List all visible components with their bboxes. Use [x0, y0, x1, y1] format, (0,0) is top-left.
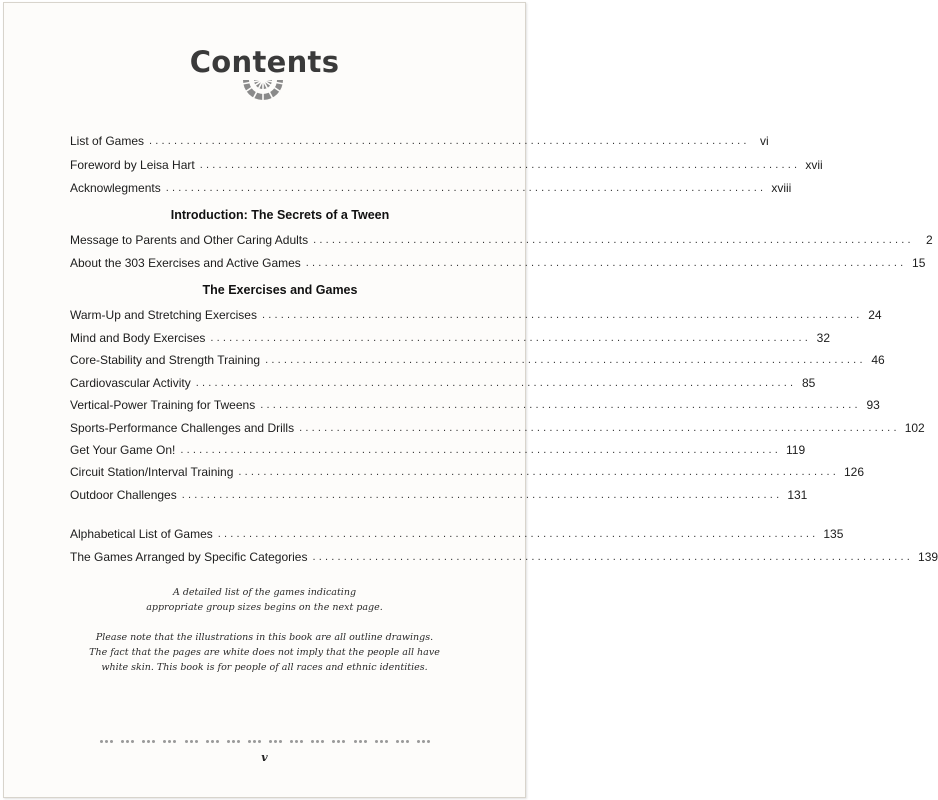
toc-entry-label: About the 303 Exercises and Active Games — [70, 256, 301, 270]
toc-entry-page: 131 — [787, 488, 808, 502]
illustration-note — [4, 630, 525, 675]
toc-entry-label: Outdoor Challenges — [70, 488, 177, 502]
sunburst-ornament-icon — [241, 77, 285, 99]
dot-group-ornament — [185, 740, 198, 743]
group-size-note — [4, 585, 525, 615]
toc-entry[interactable] — [70, 373, 816, 391]
toc-entry[interactable] — [70, 485, 808, 503]
toc-entry-page: 139 — [918, 550, 938, 564]
toc-entry-label: Sports-Performance Challenges and Drills — [70, 421, 295, 435]
toc-entry[interactable] — [70, 131, 769, 149]
dot-group-ornament — [396, 740, 409, 743]
toc-entry[interactable] — [70, 253, 926, 271]
dot-leader: ................................................................................................ — [313, 234, 914, 246]
toc-entry-page: 93 — [866, 398, 880, 412]
toc-entry[interactable] — [70, 440, 806, 458]
dot-group-ornament — [142, 740, 155, 743]
dot-leader: ................................................................................................ — [238, 466, 839, 478]
dot-leader: ................................................................................................ — [260, 399, 861, 411]
toc-entry-page: 102 — [904, 421, 925, 435]
toc-entry[interactable] — [70, 305, 882, 323]
dot-leader: ................................................................................................ — [199, 159, 801, 171]
section-heading-exercises: The Exercises and Games — [202, 283, 358, 297]
toc-entry-label: Cardiovascular Activity — [70, 376, 191, 390]
toc-entry[interactable] — [70, 350, 885, 368]
dot-leader: ................................................................................................ — [305, 257, 907, 269]
page-title: Contents — [189, 45, 340, 79]
toc-entry[interactable] — [70, 155, 823, 173]
toc-entry[interactable] — [70, 230, 933, 248]
toc-entry-label: Acknowlegments — [70, 181, 161, 195]
toc-entry-label: Foreword by Leisa Hart — [70, 158, 195, 172]
toc-entry-page: 32 — [816, 331, 830, 345]
toc-entry-label: The Games Arranged by Specific Categories — [70, 550, 308, 564]
toc-entry-label: Core-Stability and Strength Training — [70, 353, 261, 367]
toc-entry[interactable] — [70, 524, 844, 542]
dot-group-ornament — [248, 740, 261, 743]
dot-group-ornament — [290, 740, 303, 743]
dot-leader: ................................................................................................ — [210, 332, 811, 344]
dot-group-ornament — [311, 740, 324, 743]
toc-entry[interactable] — [70, 547, 938, 565]
dot-leader: ................................................................................................ — [195, 377, 797, 389]
toc-entry-label: Warm-Up and Stretching Exercises — [70, 308, 257, 322]
section-heading-introduction: Introduction: The Secrets of a Tween — [170, 208, 390, 222]
dot-group-ornament — [163, 740, 176, 743]
decorative-dot-rule — [100, 738, 430, 744]
toc-entry-label: Circuit Station/Interval Training — [70, 465, 234, 479]
dot-group-ornament — [375, 740, 388, 743]
dot-group-ornament — [354, 740, 367, 743]
toc-entry-label: Get Your Game On! — [70, 443, 176, 457]
dot-leader: ................................................................................................ — [165, 182, 767, 194]
dot-leader: ................................................................................................ — [312, 551, 914, 563]
toc-entry-label: Alphabetical List of Games — [70, 527, 213, 541]
dot-leader: ................................................................................................ — [180, 444, 781, 456]
toc-entry-page: 119 — [786, 443, 806, 457]
dot-leader: ................................................................................................ — [265, 354, 866, 366]
page-number: v — [261, 751, 268, 764]
toc-entry[interactable] — [70, 178, 792, 196]
toc-entry-page: xvii — [805, 158, 823, 172]
toc-entry-page: vi — [759, 134, 769, 148]
note-line: white skin. This book is for people of all races and ethnic identities. — [101, 662, 428, 673]
toc-entry-page: 135 — [823, 527, 844, 541]
toc-entry-page: xviii — [771, 181, 792, 195]
toc-entry-page: 2 — [926, 233, 933, 247]
dot-group-ornament — [269, 740, 282, 743]
dot-leader: ................................................................................................ — [217, 528, 819, 540]
dot-group-ornament — [121, 740, 134, 743]
toc-entry-page: 15 — [912, 256, 926, 270]
dot-leader: ................................................................................................ — [181, 489, 783, 501]
dot-group-ornament — [206, 740, 219, 743]
note-line: Please note that the illustrations in this book are all outline drawings. — [95, 632, 434, 643]
dot-leader: ................................................................................................ — [299, 422, 900, 434]
note-line: The fact that the pages are white does not imply that the people all have — [89, 647, 440, 658]
toc-entry-page: 24 — [868, 308, 882, 322]
toc-entry-page: 46 — [871, 353, 885, 367]
book-page — [3, 2, 938, 798]
dot-leader: ................................................................................................ — [261, 309, 863, 321]
toc-entry-label: Mind and Body Exercises — [70, 331, 206, 345]
toc-entry-label: List of Games — [70, 134, 145, 148]
toc-entry-page: 85 — [801, 376, 816, 390]
toc-entry[interactable] — [70, 462, 865, 480]
toc-entry-label: Vertical-Power Training for Tweens — [70, 398, 256, 412]
dot-group-ornament — [227, 740, 240, 743]
note-line: appropriate group sizes begins on the next page. — [146, 602, 383, 613]
toc-entry-page: 126 — [844, 465, 865, 479]
dot-group-ornament — [417, 740, 430, 743]
dot-leader: ................................................................................................ — [149, 135, 750, 147]
toc-entry-label: Message to Parents and Other Caring Adults — [70, 233, 309, 247]
dot-group-ornament — [100, 740, 113, 743]
toc-entry[interactable] — [70, 418, 925, 436]
note-line: A detailed list of the games indicating — [172, 587, 357, 598]
toc-entry[interactable] — [70, 395, 880, 413]
toc-entry[interactable] — [70, 328, 830, 346]
dot-group-ornament — [332, 740, 345, 743]
